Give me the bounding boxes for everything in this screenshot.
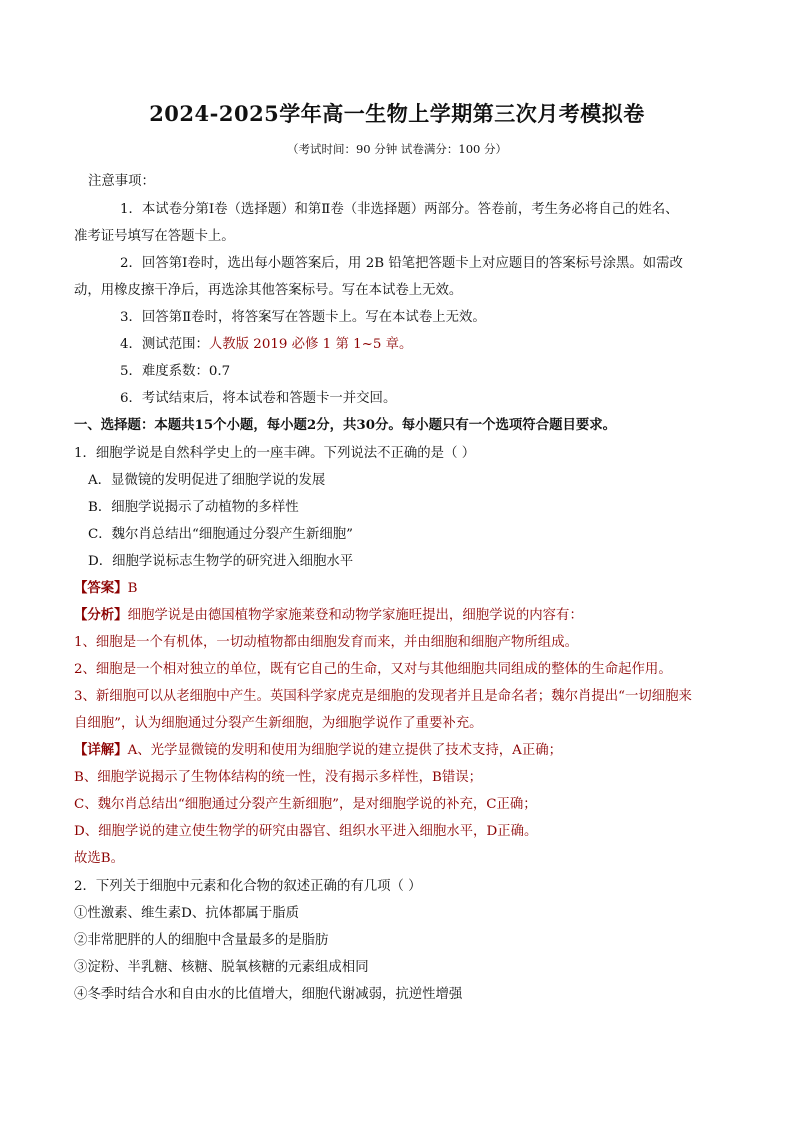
analysis-point-1: 1、细胞是一个有机体，一切动植物都由细胞发育而来，并由细胞和细胞产物所组成。 xyxy=(74,635,578,650)
notice-item-1: 1．本试卷分第Ⅰ卷（选择题）和第Ⅱ卷（非选择题）两部分。答卷前，考生务必将自己的姓名、 xyxy=(120,202,679,217)
detail-tag: 【详解】 xyxy=(74,742,128,758)
test-scope: 人教版 2019 必修 1 第 1~5 章。 xyxy=(208,337,413,352)
question-1-option-d: D．细胞学说标志生物学的研究进入细胞水平 xyxy=(88,554,354,569)
question-2-statement-4: ④冬季时结合水和自由水的比值增大，细胞代谢减弱，抗逆性增强 xyxy=(74,987,463,1002)
notice-item-1-cont: 准考证号填写在答题卡上。 xyxy=(74,229,235,244)
notice-item-3: 3．回答第Ⅱ卷时，将答案写在答题卡上。写在本试卷上无效。 xyxy=(120,310,486,325)
exam-info: （考试时间：90 分钟 试卷满分：100 分） xyxy=(286,142,508,156)
detail-point-b: B、细胞学说揭示了生物体结构的统一性，没有揭示多样性，B错误； xyxy=(74,770,483,785)
conclusion: 故选B。 xyxy=(74,851,125,866)
question-1-option-c: C．魏尔肖总结出“细胞通过分裂产生新细胞” xyxy=(88,527,353,542)
question-1-analysis xyxy=(74,604,583,623)
answer-tag: 【答案】 xyxy=(74,580,128,596)
analysis-tag: 【分析】 xyxy=(74,607,128,623)
detail-point-d: D、细胞学说的建立使生物学的研究由器官、组织水平进入细胞水平，D正确。 xyxy=(74,824,538,839)
answer-value: B xyxy=(127,581,138,596)
notice-item-5: 5．难度系数：0.7 xyxy=(120,364,231,379)
question-2-statement-3: ③淀粉、半乳糖、核糖、脱氧核糖的元素组成相同 xyxy=(74,960,369,975)
notice-item-4-label: 4．测试范围： xyxy=(120,337,209,352)
analysis-point-3-cont: 自细胞”，认为细胞通过分裂产生新细胞，为细胞学说作了重要补充。 xyxy=(74,716,483,731)
question-2-statement-1: ①性激素、维生素D、抗体都属于脂质 xyxy=(74,906,299,921)
page-title: 2024-2025学年高一生物上学期第三次月考模拟卷 xyxy=(149,101,645,126)
notice-item-2: 2．回答第Ⅰ卷时，选出每小题答案后，用 2B 铅笔把答题卡上对应题目的答案标号涂黑。如需改 xyxy=(120,256,683,271)
question-1-option-b: B．细胞学说揭示了动植物的多样性 xyxy=(88,500,299,515)
question-2-statement-2: ②非常肥胖的人的细胞中含量最多的是脂肪 xyxy=(74,933,329,948)
detail-point-c: C、魏尔肖总结出“细胞通过分裂产生新细胞”，是对细胞学说的补充，C正确； xyxy=(74,797,537,812)
question-2-stem: 2．下列关于细胞中元素和化合物的叙述正确的有几项（ ） xyxy=(74,879,422,894)
section-heading: 一、选择题：本题共15个小题，每小题2分，共30分。每小题只有一个选项符合题目要求。 xyxy=(74,417,617,433)
analysis-point-3: 3、新细胞可以从老细胞中产生。英国科学家虎克是细胞的发现者并且是命名者；魏尔肖提出“一切细胞来 xyxy=(74,689,692,704)
notice-item-2-cont: 动，用橡皮擦干净后，再选涂其他答案标号。写在本试卷上无效。 xyxy=(74,283,463,298)
question-1-stem: 1．细胞学说是自然科学史上的一座丰碑。下列说法不正确的是（ ） xyxy=(74,446,476,461)
question-1-option-a: A．显微镜的发明促进了细胞学说的发展 xyxy=(88,473,326,488)
analysis-text: 细胞学说是由德国植物学家施莱登和动物学家施旺提出，细胞学说的内容有： xyxy=(127,608,583,623)
analysis-point-2: 2、细胞是一个相对独立的单位，既有它自己的生命，又对与其他细胞共同组成的整体的生命起作用。 xyxy=(74,662,672,677)
question-1-answer xyxy=(74,577,137,596)
detail-text: A、光学显微镜的发明和使用为细胞学说的建立提供了技术支持，A正确； xyxy=(127,743,563,758)
notice-item-6: 6．考试结束后，将本试卷和答题卡一并交回。 xyxy=(120,391,397,406)
question-1-detail xyxy=(74,739,562,758)
notice-heading: 注意事项： xyxy=(88,174,155,189)
notice-item-4 xyxy=(120,333,412,352)
